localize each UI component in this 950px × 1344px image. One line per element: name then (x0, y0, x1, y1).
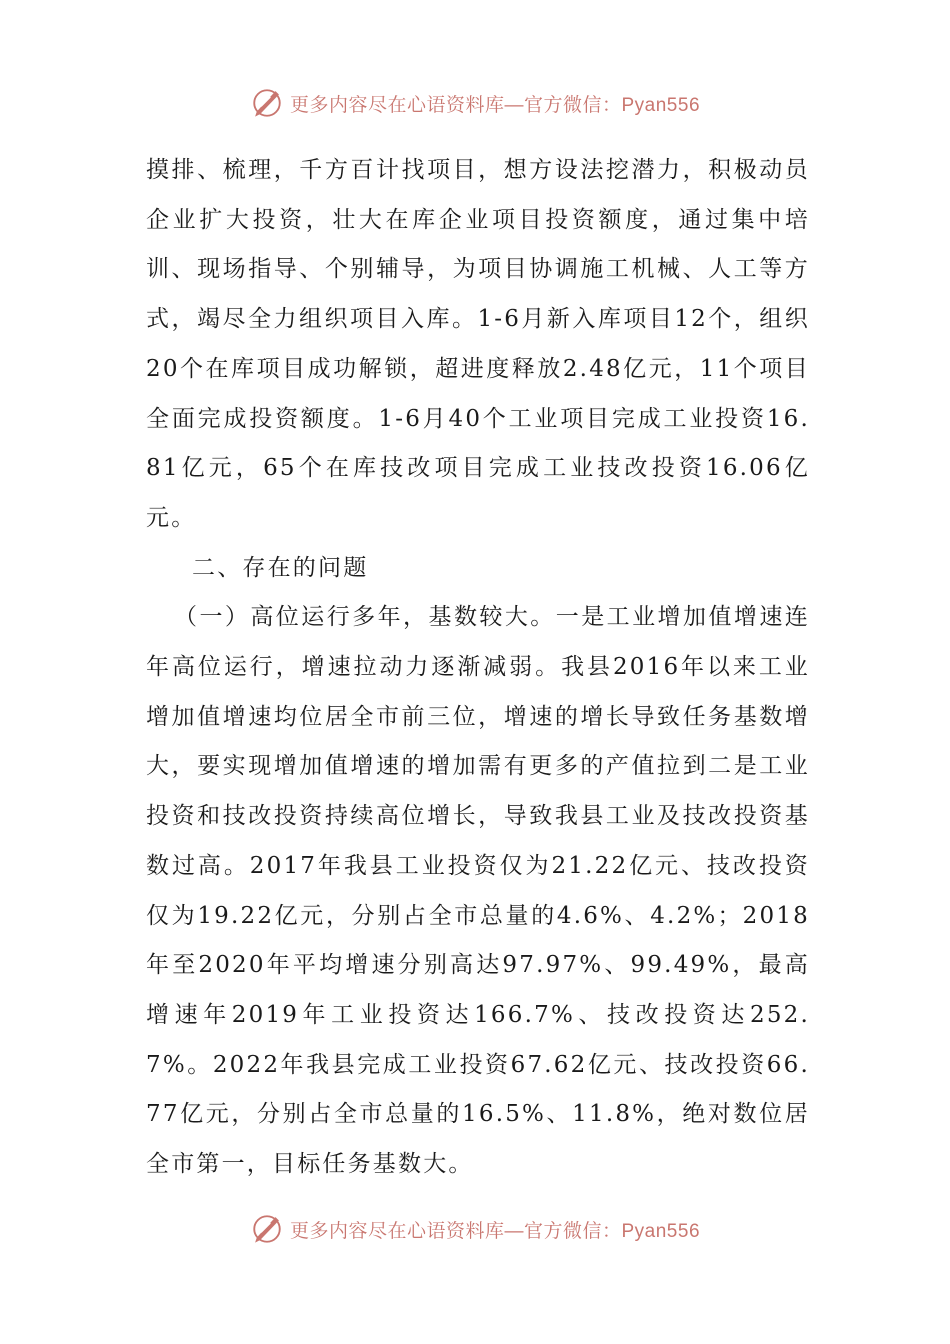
pen-logo-icon (250, 86, 284, 120)
watermark-header (0, 83, 950, 123)
pen-logo-icon (250, 1212, 284, 1246)
watermark-footer (0, 1209, 950, 1249)
watermark-text: 更多内容尽在心语资料库—官方微信：Pyan556 (289, 1219, 701, 1242)
section-heading: 二、存在的问题 (192, 554, 369, 581)
watermark-text: 更多内容尽在心语资料库—官方微信：Pyan556 (289, 93, 701, 116)
paragraph-1: 摸排、梳理，千方百计找项目，想方设法挖潜力，积极动员企业扩大投资，壮大在库企业项目投资额度，通过集中培训、现场指导、个别辅导，为项目协调施工机械、人工等方式，竭尽全力组织项目入库。1-6月新入库项目12个，组织20个在库项目成功解锁，超进度释放2.48亿元，11个项目全面完成投资额度。1-6月40个工业项目完成工业投资16.81亿元，65个在库技改项目完成工业技改投资16.06亿元。 (146, 157, 810, 531)
paragraph-2: （一）高位运行多年，基数较大。一是工业增加值增速连年高位运行，增速拉动力逐渐减弱。我县2016年以来工业增加值增速均位居全市前三位，增速的增长导致任务基数增大，要实现增加值增速的增加需有更多的产值拉到二是工业投资和技改投资持续高位增长，导致我县工业及技改投资基数过高。2017年我县工业投资仅为21.22亿元、技改投资仅为19.22亿元，分别占全市总量的4.6%、4.2%；2018年至2020年平均增速分别高达97.97%、99.49%，最高增速年2019年工业投资达166.7%、技改投资达252.7%。2022年我县完成工业投资67.62亿元、技改投资66.77亿元，分别占全市总量的16.5%、11.8%，绝对数位居全市第一，目标任务基数大。 (146, 604, 810, 1178)
document-body (146, 146, 810, 1190)
